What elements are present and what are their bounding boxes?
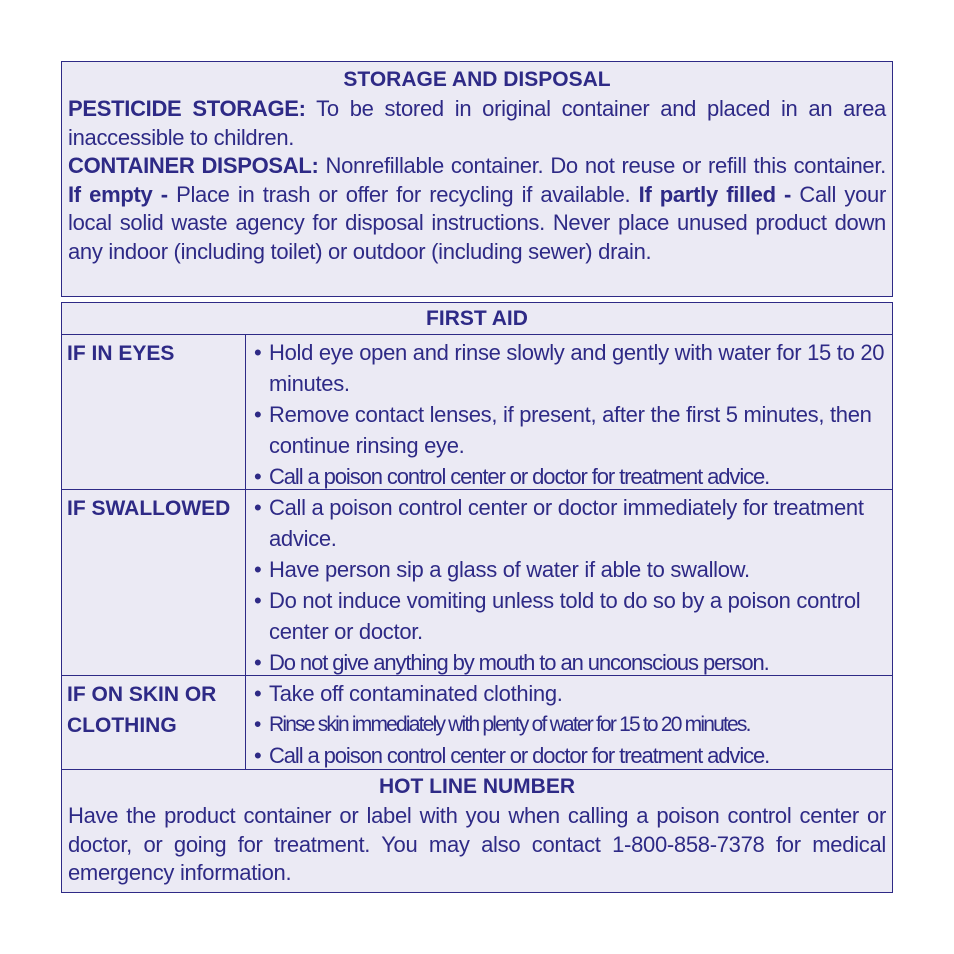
storage-title: STORAGE AND DISPOSAL: [343, 68, 611, 91]
swallowed-label: IF SWALLOWED: [62, 490, 246, 675]
list-item: • Call a poison control center or doctor for treatment advice.: [254, 461, 888, 492]
partly-filled-text: Call your local solid waste agency for disposal instructions. Never place unused product down any indoor (including toilet) or outdoor (including sewer) drain.: [68, 181, 886, 264]
if-empty-label: If empty -: [68, 181, 168, 207]
container-disposal-paragraph: [68, 152, 886, 266]
eyes-instructions: [246, 335, 892, 489]
skin-instructions: [246, 676, 892, 769]
list-item: • Hold eye open and rinse slowly and gently with water for 15 to 20 minutes.: [254, 337, 888, 399]
first-aid-row-skin: [62, 676, 892, 770]
list-item: • Call a poison control center or doctor for treatment advice.: [254, 740, 888, 771]
skin-label: IF ON SKIN OR CLOTHING: [62, 676, 246, 769]
if-empty-text: Place in trash or offer for recycling if available.: [167, 181, 639, 207]
container-disposal-text: Nonrefillable container. Do not reuse or refill this container.: [318, 153, 886, 179]
pesticide-storage-paragraph: [68, 95, 886, 152]
hotline-text: Have the product container or label with you when calling a poison control center or doctor, or going for treatment. You may also contact 1-800-858-7378 for medical emergency information.: [68, 803, 886, 886]
first-aid-panel: [61, 302, 893, 893]
pesticide-storage-label: PESTICIDE STORAGE:: [68, 96, 306, 121]
list-item: • Have person sip a glass of water if able to swallow.: [254, 554, 888, 585]
eyes-label: IF IN EYES: [62, 335, 246, 489]
container-disposal-label: CONTAINER DISPOSAL:: [68, 153, 319, 179]
first-aid-row-eyes: [62, 335, 892, 490]
list-item: • Call a poison control center or doctor immediately for treatment advice.: [254, 492, 888, 554]
storage-disposal-panel: [61, 61, 893, 297]
list-item: • Remove contact lenses, if present, after the first 5 minutes, then continue rinsing eye.: [254, 399, 888, 461]
list-item: • Do not induce vomiting unless told to do so by a poison control center or doctor.: [254, 585, 888, 647]
first-aid-row-swallowed: [62, 490, 892, 676]
swallowed-instructions: [246, 490, 892, 675]
list-item: • Rinse skin immediately with plenty of water for 15 to 20 minutes.: [254, 709, 888, 740]
hotline-title: HOT LINE NUMBER: [379, 775, 575, 798]
hotline-section: [62, 770, 892, 888]
pesticide-storage-text: To be stored in original container and placed in an area inaccessible to children.: [68, 96, 886, 150]
list-item: • Do not give anything by mouth to an unconscious person.: [254, 647, 888, 678]
first-aid-title: FIRST AID: [62, 303, 892, 335]
partly-filled-label: If partly filled -: [638, 181, 792, 207]
list-item: • Take off contaminated clothing.: [254, 678, 888, 709]
